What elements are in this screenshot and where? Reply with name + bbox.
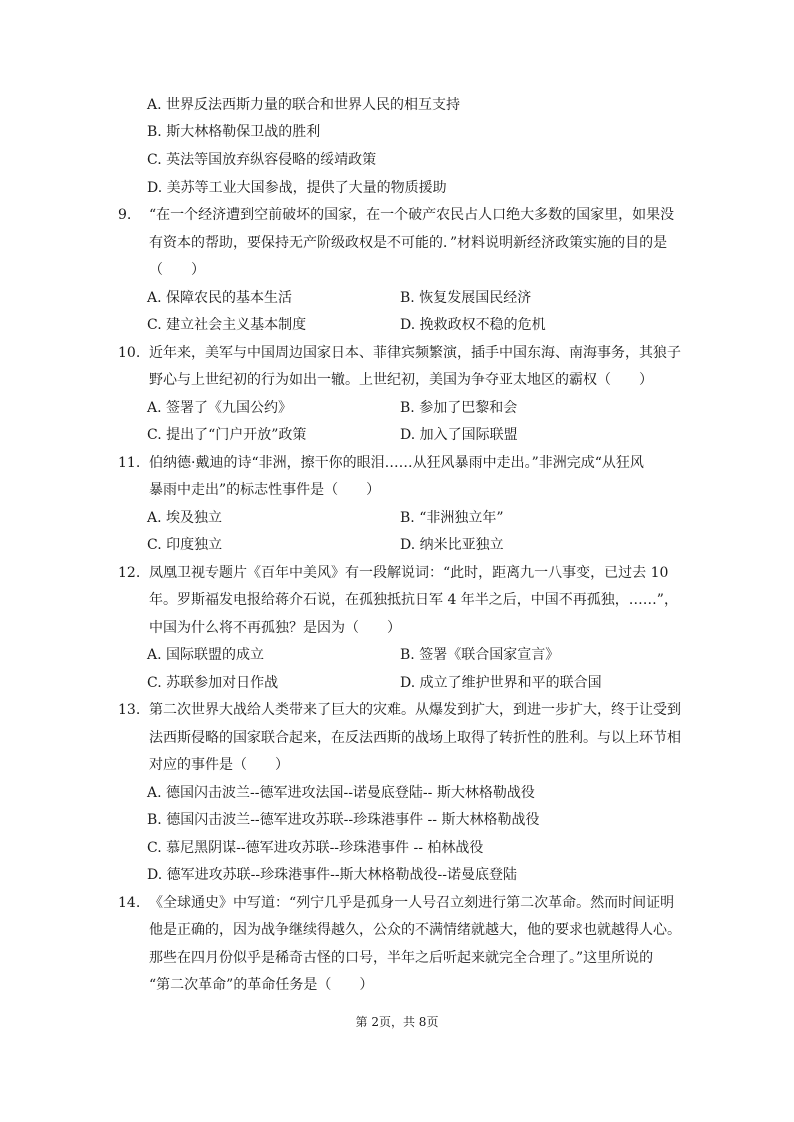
q10-option-d: D. 加入了国际联盟 — [400, 427, 518, 443]
question-text-line: （ ） — [149, 262, 205, 278]
question-number: 13. — [118, 702, 141, 718]
q8-option-a: A. 世界反法西斯力量的联合和世界人民的相互支持 — [147, 97, 461, 113]
q12-option-d: D. 成立了维护世界和平的联合国 — [400, 675, 602, 691]
question-text-line: “在一个经济遭到空前破坏的国家，在一个破产农民占人口绝大多数的国家里，如果没 — [149, 207, 675, 223]
q8-option-c: C. 英法等国放弃纵容侵略的绥靖政策 — [147, 152, 377, 168]
question-text-line: 那些在四月份似乎是稀奇古怪的口号，半年之后听起来就完全合理了。”这里所说的 — [149, 950, 654, 966]
q9-option-c: C. 建立社会主义基本制度 — [147, 317, 307, 333]
q13-option-b: B. 德国闪击波兰--德军进攻苏联--珍珠港事件 -- 斯大林格勒战役 — [147, 812, 540, 828]
q11-option-d: D. 纳米比亚独立 — [400, 537, 504, 553]
question-text-line: 伯纳德·戴迪的诗“非洲，擦干你的眼泪……从狂风暴雨中走出。”非洲完成“从狂风 — [149, 455, 644, 471]
question-number: 12. — [118, 565, 141, 581]
q11-option-b: B. “非洲独立年” — [400, 510, 504, 526]
q12-option-b: B. 签署《联合国家宣言》 — [400, 647, 560, 663]
q13-option-c: C. 慕尼黑阴谋--德军进攻苏联--珍珠港事件 -- 柏林战役 — [147, 840, 484, 856]
question-text-line: 对应的事件是（ ） — [149, 757, 289, 773]
question-text-line: 《全球通史》中写道：“列宁几乎是孤身一人号召立刻进行第二次革命。然而时间证明 — [149, 895, 675, 911]
question-text-line: 近年来，美军与中国周边国家日本、菲律宾频繁演，插手中国东海、南海事务，其狼子 — [149, 345, 681, 361]
question-text-line: 凤凰卫视专题片《百年中美风》有一段解说词：“此时，距离九一八事变，已过去 10 — [149, 565, 669, 581]
question-number: 9. — [118, 207, 132, 223]
q13-option-d: D. 德军进攻苏联--珍珠港事件--斯大林格勒战役--诺曼底登陆 — [147, 867, 518, 883]
page-footer: 第 2页，共 8页 — [355, 1015, 439, 1029]
question-text-line: 暴雨中走出”的标志性事件是（ ） — [149, 482, 381, 498]
question-text-line: 野心与上世纪初的行为如出一辙。上世纪初，美国为争夺亚太地区的霸权（ ） — [149, 372, 653, 388]
q10-option-c: C. 提出了“门户开放”政策 — [147, 427, 307, 443]
q9-option-b: B. 恢复发展国民经济 — [400, 290, 532, 306]
question-number: 14. — [118, 895, 141, 911]
question-text-line: 有资本的帮助，要保持无产阶级政权是不可能的．”材料说明新经济政策实施的目的是 — [149, 235, 668, 251]
question-number: 10. — [118, 345, 141, 361]
q9-option-d: D. 挽救政权不稳的危机 — [400, 317, 546, 333]
q12-option-c: C. 苏联参加对日作战 — [147, 675, 279, 691]
question-text-line: 第二次世界大战给人类带来了巨大的灾难。从爆发到扩大，到进一步扩大，终于让受到 — [149, 702, 681, 718]
q10-option-a: A. 签署了《九国公约》 — [147, 400, 293, 416]
q10-option-b: B. 参加了巴黎和会 — [400, 400, 518, 416]
q13-option-a: A. 德国闪击波兰--德军进攻法国--诺曼底登陆-- 斯大林格勒战役 — [147, 785, 535, 801]
q12-option-a: A. 国际联盟的成立 — [147, 647, 265, 663]
question-text-line: 年。罗斯福发电报给蒋介石说，在孤独抵抗日军 4 年半之后，中国不再孤独，……”， — [149, 592, 678, 608]
q11-option-a: A. 埃及独立 — [147, 510, 223, 526]
q8-option-d: D. 美苏等工业大国参战，提供了大量的物质援助 — [147, 180, 447, 196]
question-text-line: 中国为什么将不再孤独？是因为（ ） — [149, 620, 401, 636]
q11-option-c: C. 印度独立 — [147, 537, 223, 553]
question-text-line: 法西斯侵略的国家联合起来，在反法西斯的战场上取得了转折性的胜利。与以上环节相 — [149, 730, 681, 746]
q8-option-b: B. 斯大林格勒保卫战的胜利 — [147, 124, 321, 140]
q9-option-a: A. 保障农民的基本生活 — [147, 290, 293, 306]
question-number: 11. — [118, 455, 141, 471]
question-text-line: 他是正确的，因为战争继续得越久，公众的不满情绪就越大，他的要求也就越得人心。 — [149, 922, 681, 938]
question-text-line: “第二次革命”的革命任务是（ ） — [149, 977, 374, 993]
